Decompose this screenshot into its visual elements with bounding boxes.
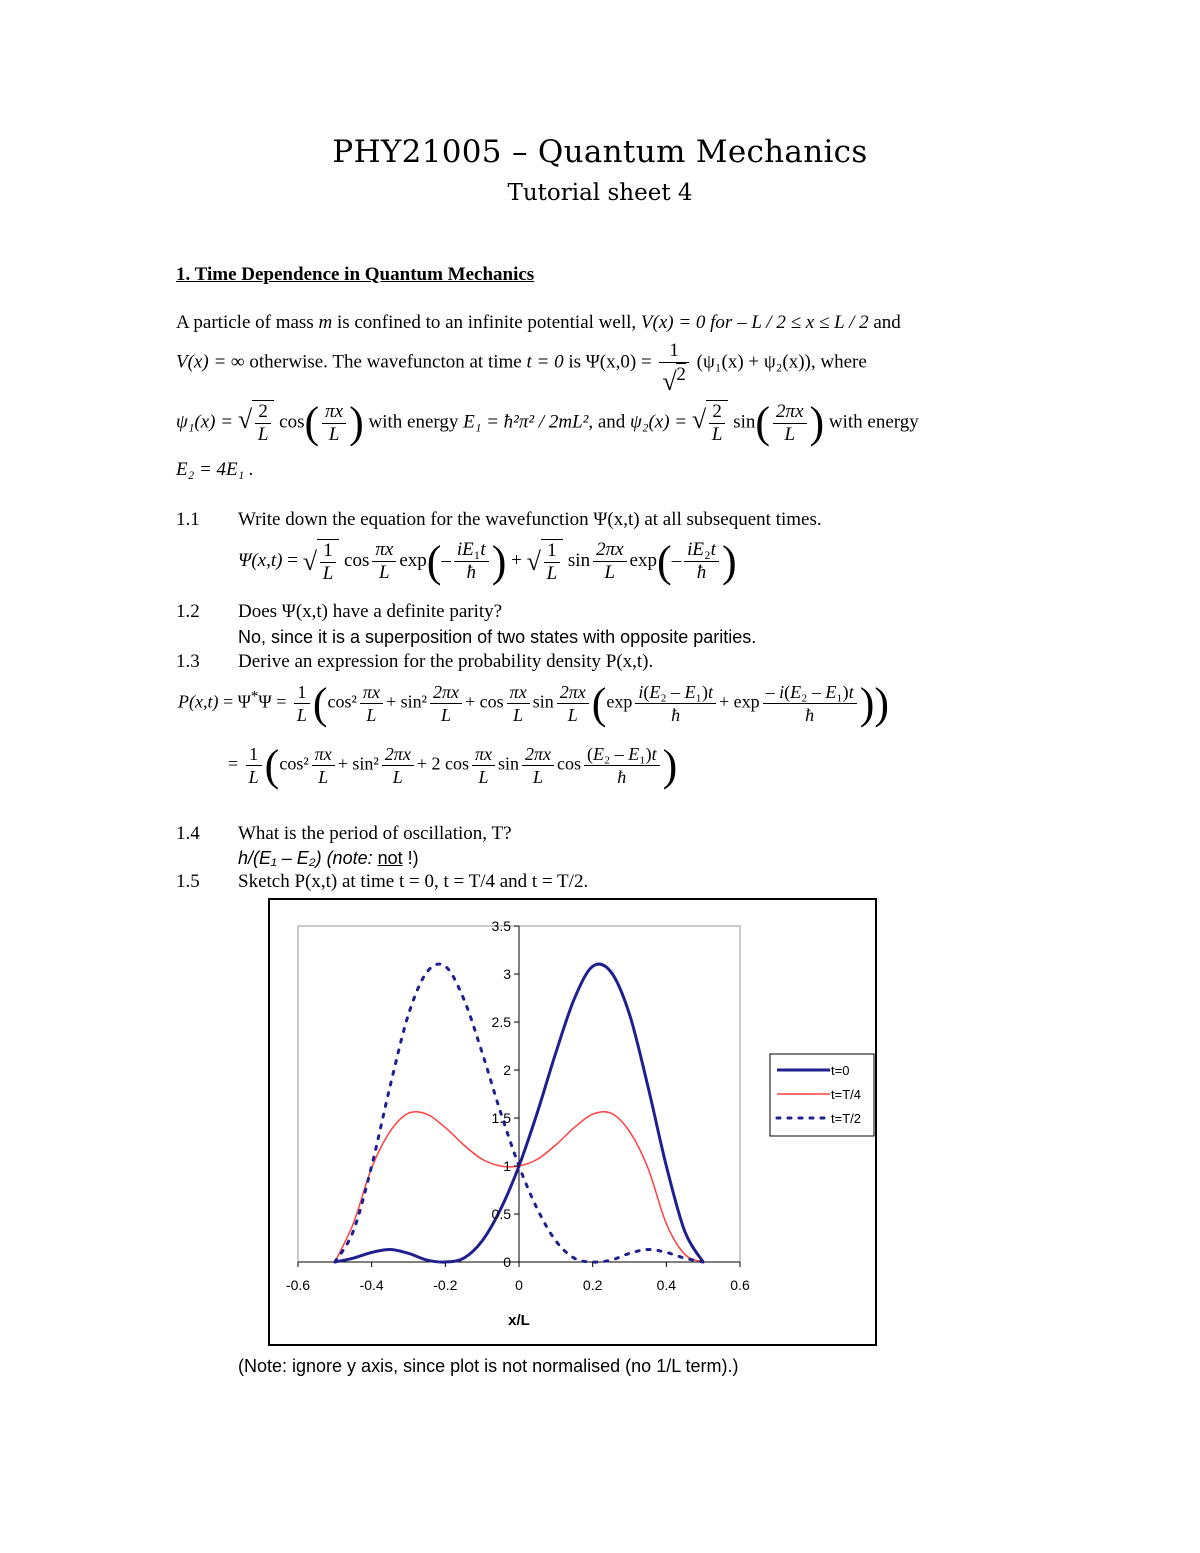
question-number: 1.2 <box>176 601 200 622</box>
x-tick-label: 0.4 <box>656 1277 677 1293</box>
question-text: Sketch P(x,t) at time t = 0, t = T/4 and t = T/2. <box>238 871 589 892</box>
question-text: What is the period of oscillation, T? <box>238 823 512 844</box>
y-tick-label: 2.5 <box>491 1014 511 1030</box>
legend-label: t=T/4 <box>831 1087 861 1102</box>
question-number: 1.1 <box>176 509 200 530</box>
section-heading: 1. Time Dependence in Quantum Mechanics <box>176 264 535 285</box>
y-tick-label: 1 <box>503 1158 511 1174</box>
question-number: 1.4 <box>176 823 200 844</box>
intro-line-4: E₂ = 4E₁ . <box>176 459 254 480</box>
question-text: Does Ψ(x,t) have a definite parity? <box>238 601 503 622</box>
y-tick-label: 0 <box>503 1254 511 1270</box>
question-text: Write down the equation for the wavefunction Ψ(x,t) at all subsequent times. <box>238 509 822 530</box>
answer-text: h/(E₁ – E₂) (note: not !) <box>238 848 419 868</box>
y-tick-label: 1.5 <box>491 1110 511 1126</box>
x-tick-label: -0.4 <box>359 1277 384 1293</box>
intro-line-2: V(x) = ∞ otherwise. The wavefuncton at time t = 0 is Ψ(x,0) = 1 √ 2 (ψ₁(x) + ψ₂(x)), where <box>176 340 867 386</box>
y-tick-label: 3.5 <box>491 918 511 934</box>
x-tick-label: 0 <box>515 1277 523 1293</box>
intro-line-3: ψ₁(x) = √ $\frac{2}{L}$ cos( $\frac{\pi x}{L}$ ) with energy E₁ = ħ²π² / 2mL², and ψ₂(x) = √ $\frac{2}{L}$ sin( $\frac{2\pi x}{L}$ ) with energy <box>176 400 919 446</box>
legend-label: t=T/2 <box>831 1111 861 1126</box>
x-tick-label: -0.2 <box>433 1277 458 1293</box>
x-axis-label: x/L <box>508 1312 530 1329</box>
page-subtitle: Tutorial sheet 4 <box>507 180 693 206</box>
page-title: PHY21005 – Quantum Mechanics <box>332 134 868 170</box>
question-number: 1.3 <box>176 651 200 672</box>
probability-density-chart <box>270 900 875 1344</box>
y-tick-label: 3 <box>503 966 511 982</box>
chart-frame <box>268 898 877 1346</box>
y-tick-label: 0.5 <box>491 1206 511 1222</box>
question-text: Derive an expression for the probability density P(x,t). <box>238 651 654 672</box>
intro-line-1: A particle of mass m is confined to an infinite potential well, V(x) = 0 for – L / 2 ≤ x ≤ L / 2 and <box>176 312 901 333</box>
x-tick-label: -0.6 <box>285 1277 311 1293</box>
equation-psi-xt: Ψ(x,t) = √ $\frac{1}{L}$ cos $\frac{\pi x}{L}$ exp(– $\frac{\text{iE₁t}}{ħ}$ ) + √ $\frac{1}{L}$ sin $\frac{2\pi x}{L}$ exp(– $\frac{\text{iE₂t}}{ħ}$ ) <box>238 536 737 587</box>
x-tick-label: 0.6 <box>730 1277 750 1293</box>
y-tick-label: 2 <box>503 1062 511 1078</box>
question-number: 1.5 <box>176 871 200 892</box>
equation-p-xt-2: = $\frac{1}{L}$ (cos² $\frac{\pi x}{L}$ + sin² $\frac{2\pi x}{L}$ + 2 cos $\frac{\pi x}{L}$ sin $\frac{2\pi x}{L}$ cos $\frac{\text{(E₂ – E₁)t}}{ħ}$ ) <box>228 741 678 790</box>
x-tick-label: 0.2 <box>582 1277 603 1293</box>
legend-label: t=0 <box>831 1063 850 1078</box>
equation-p-xt-1: P(x,t) = Ψ*Ψ = $\frac{1}{L}$ (cos² $\frac{\pi x}{L}$ + sin² $\frac{2\pi x}{L}$ + cos $\frac{\pi x}{L}$ sin $\frac{2\pi x}{L}$ (exp $\frac{\text{i(E₂ – E₁)t}}{ħ}$ + exp $\frac{\text{– i(E₂ – E₁)t}}{ħ}$ )) <box>178 679 890 728</box>
answer-text: No, since it is a superposition of two states with opposite parities. <box>238 627 757 647</box>
chart-note: (Note: ignore y axis, since plot is not normalised (no 1/L term).) <box>238 1356 739 1376</box>
